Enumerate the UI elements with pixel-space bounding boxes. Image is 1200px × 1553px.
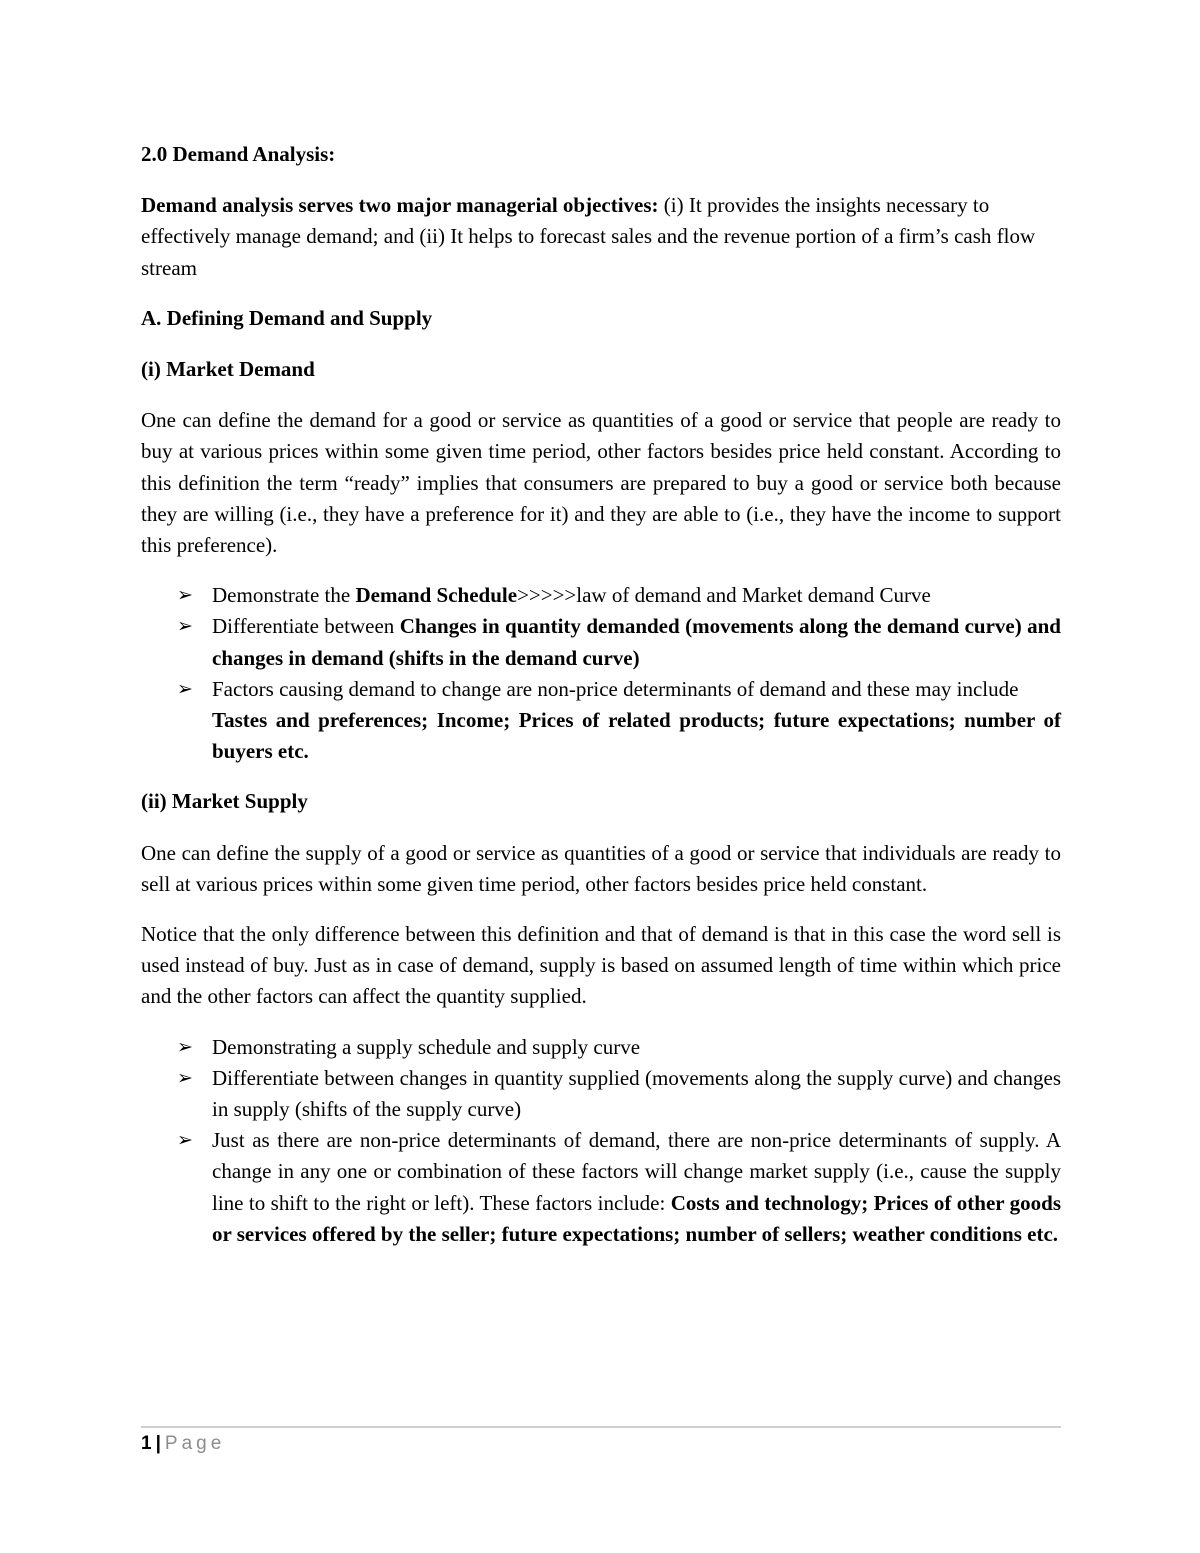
list-item [141,1125,1061,1250]
market-demand-heading: (i) Market Demand [141,357,315,382]
page-number: 1 [141,1433,152,1454]
bullet-text: Differentiate between [212,614,400,639]
section-title: 2.0 Demand Analysis: [141,142,336,166]
list-item [141,611,1061,673]
intro-paragraph [141,190,1061,284]
bullet-bold-text: Demand Schedule [355,583,518,608]
page-content [141,139,1061,1269]
arrow-bullet-icon: ➢ [177,1035,193,1058]
intro-text: (i) It provides the insights necessary to effectively manage demand; and (ii) It helps to forecast sales and the revenue portion of a firm’s cash flow stream [141,193,1036,280]
list-item [141,1032,1061,1063]
bullet-bold-text: Changes in quantity demanded (movements along the demand curve) and changes in demand (shifts in the demand curve) [212,614,1061,670]
intro-lead: Demand analysis serves two major managerial objectives: [141,193,659,218]
bullet-text: Just as there are non-price determinants of demand, there are non-price determinants of supply. A change in any one or combination of these factors will change market supply (i.e., cause the supply line to shift to the right or left). These factors include: [212,1128,1061,1215]
arrow-bullet-icon: ➢ [177,677,193,700]
bullet-text: Demonstrate the [212,583,356,608]
footer-separator: | [155,1433,161,1454]
page-footer [141,1430,225,1458]
list-item [141,1063,1061,1125]
bullet-text: Differentiate between changes in quantity supplied (movements along the supply curve) and changes in supply (shifts of the supply curve) [212,1065,1061,1122]
footer-divider [141,1426,1061,1428]
list-item [141,580,1061,611]
supply-notice-paragraph: Notice that the only difference between this definition and that of demand is that in this case the word sell is used instead of buy. Just as in case of demand, supply is based on assumed length of time within which price and the other factors can affect the quantity supplied. [141,922,1061,1009]
arrow-bullet-icon: ➢ [177,1066,193,1089]
bullet-bold-text: Tastes and preferences; Income; Prices of related products; future expectations; number of buyers etc. [212,708,1061,764]
list-item [141,674,1061,768]
bullet-text: Factors causing demand to change are non-price determinants of demand and these may include [212,676,1019,701]
arrow-bullet-icon: ➢ [177,1129,193,1152]
arrow-bullet-icon: ➢ [177,584,193,607]
arrow-bullet-icon: ➢ [177,615,193,638]
market-supply-heading: (ii) Market Supply [141,789,308,814]
demand-definition: One can define the demand for a good or service as quantities of a good or service that people are ready to buy at various prices within some given time period, other factors besides price held constant. According to this definition the term “ready” implies that consumers are prepared to buy a good or service both because they are willing (i.e., they have a preference for it) and they are able to (i.e., they have the income to support this preference). [141,408,1061,558]
supply-definition: One can define the supply of a good or service as quantities of a good or service that individuals are ready to sell at various prices within some given time period, other factors besides price held constant. [141,840,1061,896]
bullet-text: >>>>>law of demand and Market demand Curve [517,583,931,608]
demand-bullet-list [141,580,1061,767]
page-label: Page [164,1433,226,1454]
supply-bullet-list [141,1032,1061,1250]
bullet-bold-text: Costs and technology; Prices of other goods or services offered by the seller; future expectations; number of sellers; weather conditions etc. [212,1190,1061,1246]
bullet-text: Demonstrating a supply schedule and supply curve [212,1034,641,1059]
section-a-heading: A. Defining Demand and Supply [141,305,433,330]
